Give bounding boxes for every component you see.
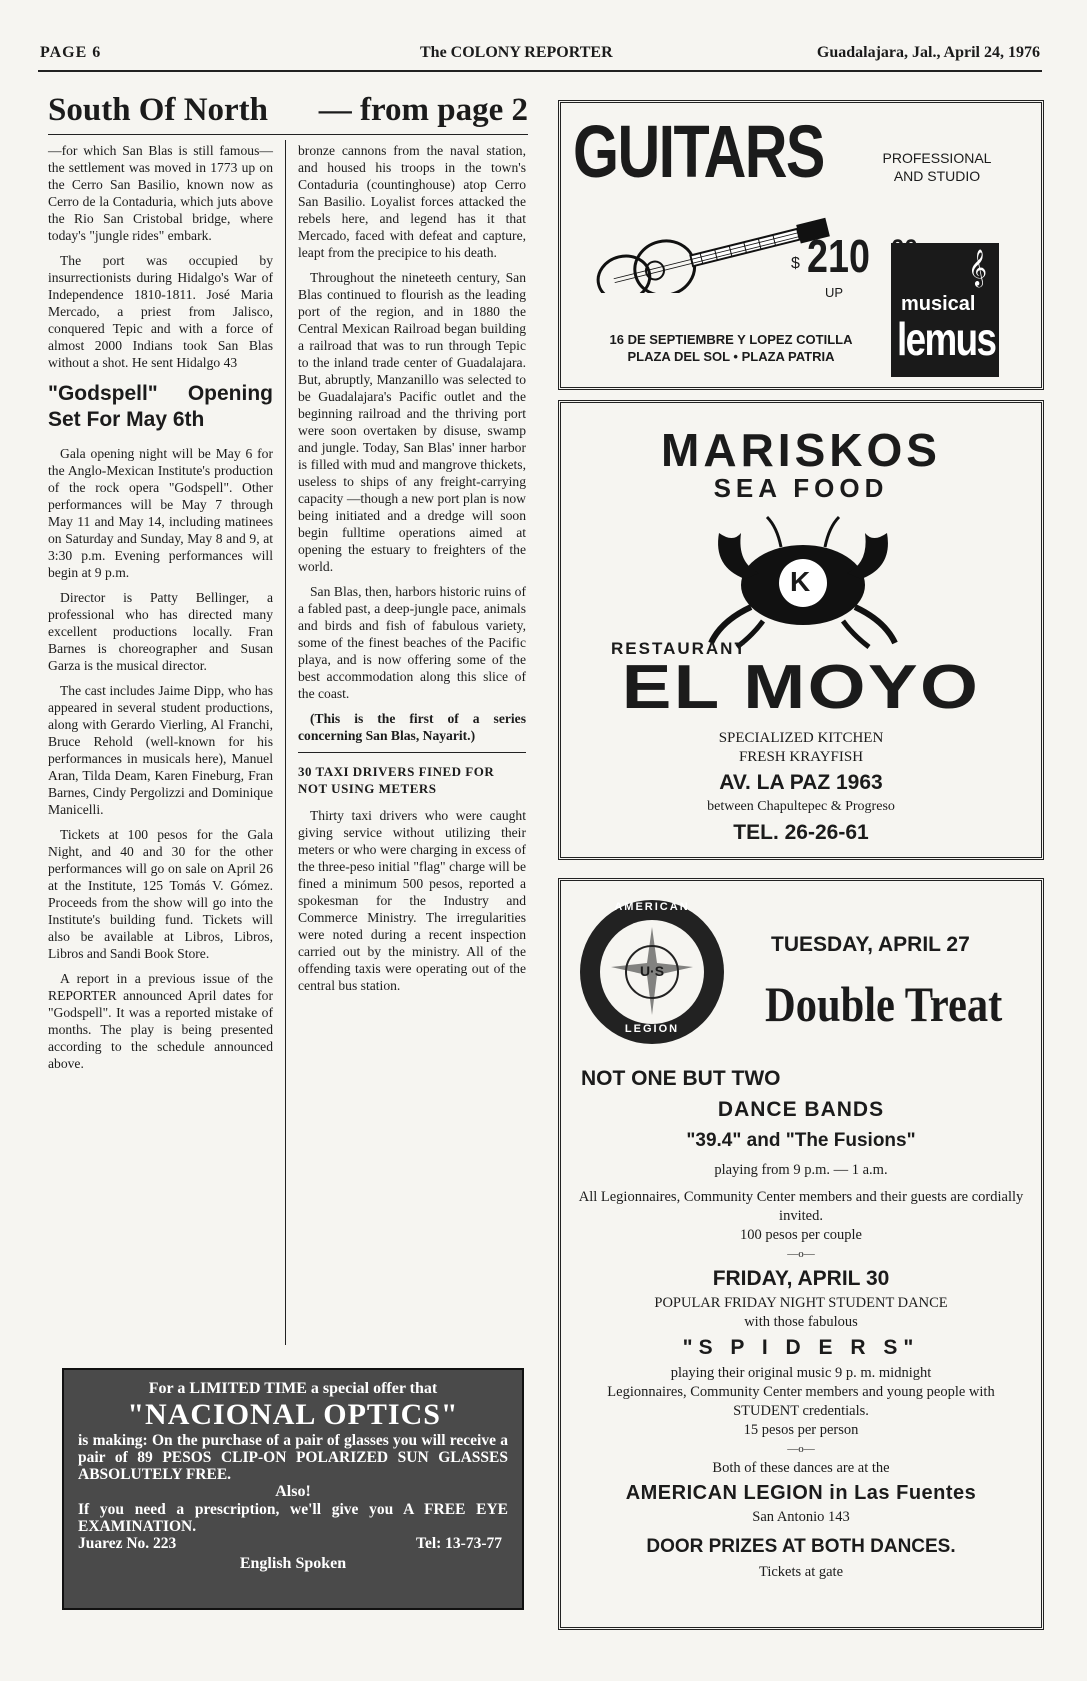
legion-invite: All Legionnaires, Community Center members and their guests are cordially invited.: [578, 1189, 1024, 1224]
paragraph: Director is Patty Bellinger, a professional who has directed many excellent productions locally. Fran Barnes is choreographer and Susan Garza is the musical director.: [48, 590, 273, 673]
guitars-address: [591, 331, 871, 365]
optics-also: Also!: [275, 1483, 311, 1500]
paragraph: The cast includes Jaime Dipp, who has appeared in several student productions, along with Gerardo Vierling, Al Franchi, Bruce Rehold (well-known for his performances in musicals here), Manuel Aran, Tilda Deam, Karen Fineburg, Fran Barnes, Cindy Pergolizzi and Dominique Manicelli.: [48, 683, 273, 817]
legion-tickets: Tickets at gate: [758, 1564, 844, 1580]
legion-title: Double Treat: [765, 976, 1003, 1032]
crab-logo-letter: K: [790, 566, 811, 597]
legion-band-names: "39.4" and "The Fusions": [686, 1130, 916, 1151]
guitars-address1: 16 DE SEPTIEMBRE Y LOPEZ COTILLA: [609, 332, 853, 347]
guitars-ad: [558, 100, 1044, 390]
guitars-currency: $: [791, 255, 800, 272]
guitars-price: 210: [807, 230, 870, 282]
mariskos-title: MARISKOS: [661, 424, 941, 476]
mariskos-line2: FRESH KRAYFISH: [738, 749, 864, 765]
legion-with: with those fabulous: [744, 1314, 858, 1330]
guitars-title: GUITARS: [573, 110, 824, 193]
optics-ad: [62, 1368, 524, 1610]
legion-music: playing their original music 9 p. m. midnight: [670, 1365, 932, 1381]
seal-center-text: U·S: [639, 963, 665, 979]
mariskos-between: between Chapultepec & Progreso: [707, 799, 895, 814]
paragraph: Gala opening night will be May 6 for the Anglo-Mexican Institute's production of the rock opera "Godspell". Other performances will be May 7 through May 11 and May 14, including matinees on Saturday and Sunday, May 8 and 9, at 3:30 p.m. Evening performances will begin at 9 p.m.: [48, 446, 273, 580]
guitars-tagline: [857, 149, 1017, 185]
dateline: Guadalajara, Jal., April 24, 1976: [816, 44, 1040, 61]
legion-separator1: —o—: [787, 1248, 815, 1260]
optics-contact: [78, 1535, 508, 1555]
lemus-brand-top: musical: [901, 293, 976, 315]
mariskos-name: EL MOYO: [621, 653, 981, 722]
legion-who: Legionnaires, Community Center members and young people with STUDENT credentials.: [607, 1384, 995, 1419]
mariskos-details: [561, 729, 1041, 767]
page-header: [40, 44, 1040, 70]
optics-phone: Tel: 13-73-77: [416, 1535, 502, 1552]
mariskos-subtitle: SEA FOOD: [713, 473, 889, 503]
legion-not-one: NOT ONE BUT TWO: [581, 1067, 781, 1090]
guitars-tag1: PROFESSIONAL: [882, 150, 992, 166]
legion-hours: playing from 9 p.m. — 1 a.m.: [714, 1162, 888, 1178]
legion-date2: FRIDAY, APRIL 30: [712, 1267, 890, 1290]
story-headline: [48, 92, 528, 132]
optics-english: English Spoken: [239, 1555, 347, 1572]
guitars-tag2: AND STUDIO: [893, 168, 981, 184]
story-rule: [298, 752, 526, 753]
legion-popular: POPULAR FRIDAY NIGHT STUDENT DANCE: [654, 1295, 948, 1311]
treble-clef-icon: 𝄞: [968, 249, 987, 285]
legion-body: [561, 1095, 1041, 1582]
mariskos-phone: TEL. 26-26-61: [733, 821, 869, 844]
legion-street: San Antonio 143: [752, 1509, 850, 1525]
paragraph: Throughout the nineteeth century, San Blas continued to flourish as the leading port of the region, and in 1880 the Central Mexican Railroad began building a railroad that was to run through Tepic to the inland trade center of Guadalajara. But, abruptly, Manzanillo was selected to be Guadalajara's Pacific outlet and the beginning railroad and the thriving port were soon overtaken by disuse, swamp and jungle. Today, San Blas' inner harbor is filled with mud and mangrove thickets, useless to ships of any freight-carrying capacity —though a new port plan is now being initiated and a dredge will soon begin fulltime operations aimed at opening the estuary to freighters of the world.: [298, 270, 526, 574]
headline-right: — from page 2: [318, 92, 528, 128]
headline-rule: [48, 134, 528, 135]
lemus-logo: [891, 243, 999, 377]
guitars-address2: PLAZA DEL SOL • PLAZA PATRIA: [627, 349, 835, 364]
mariskos-restaurant: RESTAURANT: [611, 639, 747, 658]
newspaper-name: The COLONY REPORTER: [420, 44, 613, 61]
legion-both: Both of these dances are at the: [712, 1460, 890, 1476]
paragraph: —for which San Blas is still famous— the settlement was moved in 1773 up on the Cerro San Basilio, known now as Cerro de la Contaduria, which juts above the Rio San Cristobal bridge, where today's "jungle rides" embark.: [48, 143, 273, 243]
header-rule: [38, 70, 1042, 72]
optics-address: Juarez No. 223: [78, 1535, 177, 1552]
paragraph: The port was occupied by insurrectionists during Hidalgo's War of Independence 1810-1811. José Maria Mercado, a priest from Jalisco, conquered Tepic and with a force of almost 2000 Indians took San Blas without a shot. He sent Hidalgo 43: [48, 253, 273, 370]
seal-bottom-text: LEGION: [624, 1023, 680, 1035]
legion-price1: 100 pesos per couple: [739, 1227, 862, 1243]
paragraph: Thirty taxi drivers who were caught giving service without utilizing their meters or who were charging in excess of the three-peso initial "flag" charge will be fined a minimum 500 pesos, reported a spokesman for the Industry and Commerce Ministry. The irregularities were noted during a recent inspection carried out by the ministry. All of the offending taxis were operating out of the central bus station.: [298, 808, 526, 993]
page-number: PAGE 6: [40, 44, 102, 61]
column-divider: [285, 140, 286, 1345]
optics-body2: If you need a prescription, we'll give you A FREE EYE EXAMINATION.: [78, 1501, 508, 1535]
optics-name: "NACIONAL OPTICS": [127, 1398, 459, 1431]
paragraph: A report in a previous issue of the REPORTER announced April dates for "Godspell". It was a reported mistake of months. The play is being presented according to the schedule announced above.: [48, 971, 273, 1071]
paragraph: Tickets at 100 pesos for the Gala Night, and 40 and 30 for the other performances will go on sale on April 26 at the Institute, 125 Tomás V. Gómez. Proceeds from the show will go into the Institute's building fund. Tickets will also be available at Libros, Libros, Libros and Sandi Book Store.: [48, 827, 273, 961]
legion-venue: AMERICAN LEGION in Las Fuentes: [625, 1482, 977, 1504]
legion-ad: [558, 878, 1044, 1630]
legion-price2: 15 pesos per person: [743, 1422, 859, 1438]
taxi-headline: 30 TAXI DRIVERS FINED FOR NOT USING METERS: [298, 764, 495, 796]
mariskos-address: AV. LA PAZ 1963: [719, 771, 883, 794]
optics-line1: For a LIMITED TIME a special offer that: [148, 1380, 438, 1397]
legion-date1: TUESDAY, APRIL 27: [771, 933, 970, 956]
mariskos-ad: [558, 400, 1044, 860]
guitars-up: UP: [825, 285, 844, 300]
mariskos-line1: SPECIALIZED KITCHEN: [718, 730, 884, 746]
series-note: (This is the first of a series concerning San Blas, Nayarit.): [298, 711, 526, 743]
legion-door-prizes: DOOR PRIZES AT BOTH DANCES.: [646, 1536, 956, 1557]
legion-separator2: —o—: [787, 1443, 815, 1455]
godspell-headline: "Godspell" Opening Set For May 6th: [48, 382, 273, 431]
column-1: [48, 142, 273, 1080]
guitar-icon: [569, 203, 839, 293]
legion-bands: DANCE BANDS: [717, 1098, 885, 1121]
legion-spiders: "S P I D E R S": [682, 1336, 920, 1359]
optics-body: is making: On the purchase of a pair of glasses you will receive a pair of 89 PESOS CLIP-ON POLARIZED SUN GLASSES ABSOLUTELY FREE.: [78, 1432, 508, 1483]
paragraph: bronze cannons from the naval station, and housed his troops in the town's Contaduria (countinghouse) atop Cerro San Basilio. Loyalist forces attacked the rebels here, and legend has it that Mercado, faced with defeat and capture, leapt from the precipice to his death.: [298, 143, 526, 260]
headline-left: South Of North: [48, 92, 269, 128]
lemus-brand: lemus: [897, 313, 996, 365]
paragraph: San Blas, then, harbors historic ruins of a fabled past, a deep-jungle pace, animals and birds and fish of fabulous variety, some of the finest beaches of the Pacific playa, and is now offering some of the best accommodation along this slice of the coast.: [298, 584, 526, 701]
column-2: [298, 142, 526, 1002]
seal-top-text: AMERICAN: [614, 901, 690, 913]
